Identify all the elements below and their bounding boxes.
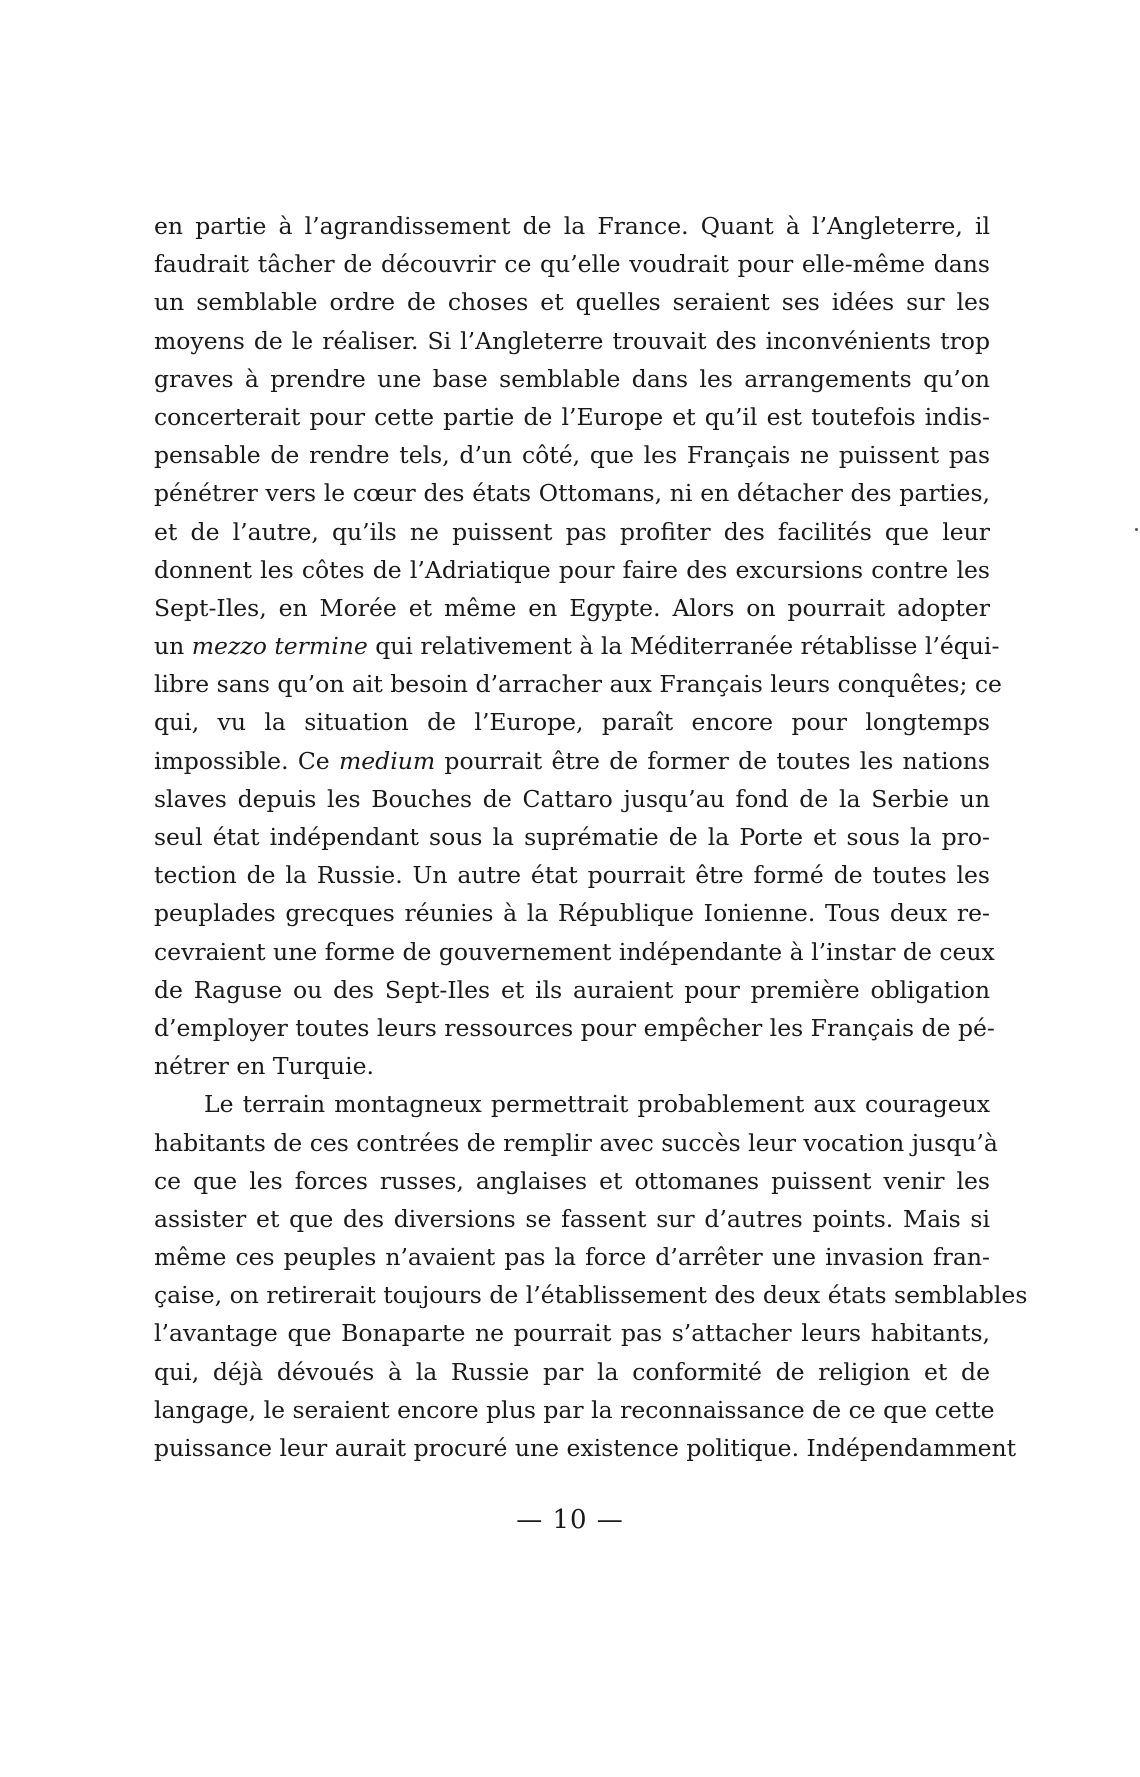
text-line: çaise, on retirerait toujours de l’établissement des deux états semblables xyxy=(154,1281,1028,1310)
paragraph xyxy=(154,207,1002,1085)
scan-speck xyxy=(1135,528,1138,531)
italic-term: mezzo termine xyxy=(191,632,368,661)
text-line: peuplades grecques réunies à la République Ionienne. Tous deux re- xyxy=(154,899,990,928)
text-line: même ces peuples n’avaient pas la force d’arrêter une invasion fran- xyxy=(154,1243,990,1272)
text-line: habitants de ces contrées de remplir avec succès leur vocation jusqu’à xyxy=(154,1128,998,1157)
text-line: puissance leur aurait procuré une existence politique. Indépendamment xyxy=(154,1434,1017,1462)
text-line xyxy=(154,742,990,780)
text-run: impossible. Ce xyxy=(154,746,339,775)
text-line: d’employer toutes leurs ressources pour empêcher les Français de pé- xyxy=(154,1013,995,1042)
text-line: qui, vu la situation de l’Europe, paraît encore pour longtemps xyxy=(154,708,990,737)
text-line: en partie à l’agrandissement de la France. Quant à l’Angleterre, il xyxy=(154,212,990,240)
text-line: slaves depuis les Bouches de Cattaro jusqu’au fond de la Serbie un xyxy=(154,784,990,813)
text-run: qui relativement à la Méditerranée rétablisse l’équi- xyxy=(367,632,1000,661)
text-line: et de l’autre, qu’ils ne puissent pas profiter des facilités que leur xyxy=(154,517,990,546)
italic-term: medium xyxy=(338,746,436,775)
text-line: de Raguse ou des Sept-Iles et ils auraient pour première obligation xyxy=(154,975,990,1004)
text-line: ce que les forces russes, anglaises et ottomanes puissent venir les xyxy=(154,1166,990,1195)
text-line: nétrer en Turquie. xyxy=(154,1052,374,1081)
text-line: assister et que des diversions se fassent sur d’autres points. Mais si xyxy=(154,1204,990,1233)
text-line: cevraient une forme de gouvernement indépendante à l’instar de ceux xyxy=(154,937,995,966)
text-line: tection de la Russie. Un autre état pourrait être formé de toutes les xyxy=(154,861,990,890)
text-line: graves à prendre une base semblable dans les arrangements qu’on xyxy=(154,364,990,393)
text-line: pénétrer vers le cœur des états Ottomans, ni en détacher des parties, xyxy=(154,479,990,508)
text-line: Le terrain montagneux permettrait probablement aux courageux xyxy=(204,1090,990,1119)
text-line: concerterait pour cette partie de l’Europe et qu’il est toutefois indis- xyxy=(154,402,990,431)
text-line: un semblable ordre de choses et quelles seraient ses idées sur les xyxy=(154,288,990,317)
text-line: faudrait tâcher de découvrir ce qu’elle voudrait pour elle-même dans xyxy=(154,250,990,279)
text-run: pourrait être de former de toutes les nations xyxy=(435,746,990,775)
text-line xyxy=(154,627,1000,665)
text-line: moyens de le réaliser. Si l’Angleterre trouvait des inconvénients trop xyxy=(154,326,990,355)
text-line: Sept-Iles, en Morée et même en Egypte. Alors on pourrait adopter xyxy=(154,593,990,622)
text-line: l’avantage que Bonaparte ne pourrait pas s’attacher leurs habitants, xyxy=(154,1319,990,1348)
text-line: qui, déjà dévoués à la Russie par la conformité de religion et de xyxy=(154,1357,990,1386)
page-number: — 10 — xyxy=(516,1505,624,1535)
text-line: pensable de rendre tels, d’un côté, que les Français ne puissent pas xyxy=(154,441,990,470)
paragraph xyxy=(154,1085,1028,1467)
text-run: un xyxy=(154,632,192,661)
text-line: seul état indépendant sous la suprématie de la Porte et sous la pro- xyxy=(154,823,990,851)
text-line: donnent les côtes de l’Adriatique pour faire des excursions contre les xyxy=(154,555,990,584)
body-text xyxy=(154,207,1028,1467)
text-line: langage, le seraient encore plus par la reconnaissance de ce que cette xyxy=(154,1395,995,1424)
text-line: libre sans qu’on ait besoin d’arracher aux Français leurs conquêtes; ce xyxy=(154,670,1002,699)
